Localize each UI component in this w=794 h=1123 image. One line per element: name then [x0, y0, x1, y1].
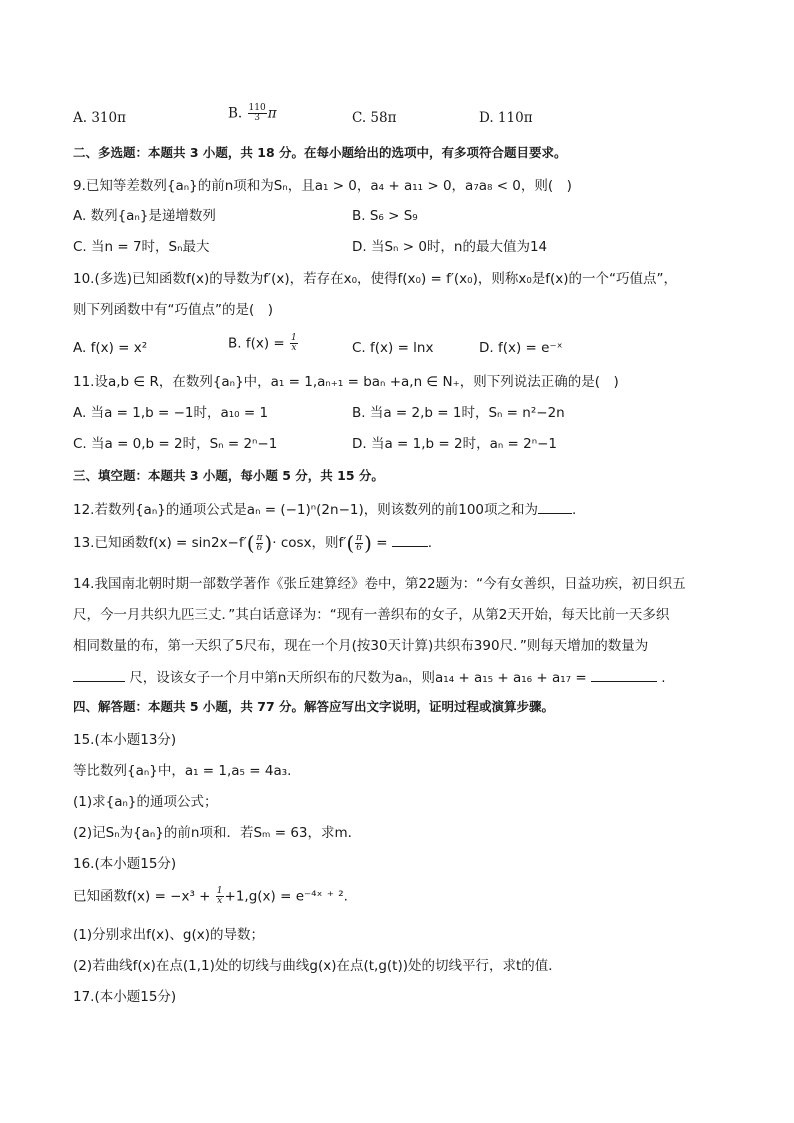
- q9-stem: 9.已知等差数列{aₙ}的前n项和为Sₙ，且a₁ > 0，a₄ + a₁₁ > 0，a₇a₈ < 0，则( ): [73, 178, 572, 194]
- q14-period: .: [661, 670, 666, 686]
- q8-option-b-label: B.: [228, 105, 243, 122]
- fraction-numerator: π: [356, 532, 363, 543]
- q16-stem-part1: 已知函数f(x) = −x³ +: [73, 888, 211, 905]
- q17-heading: 17.(本小题15分): [73, 989, 177, 1005]
- q9-option-a: A. 数列{aₙ}是递增数列: [73, 208, 216, 224]
- q13-stem-part1: 13.已知函数f(x) = sin2x−f′: [73, 535, 247, 551]
- fraction-numerator: 1: [216, 886, 223, 896]
- q16-fraction: [216, 887, 224, 906]
- q8-option-d: D. 110π: [479, 110, 533, 126]
- q14-line3: 相同数量的布，第一天织了5尺布，现在一个月(按30天计算)共织布390尺．”则每天增加的数量为: [73, 638, 649, 654]
- q11-option-a: A. 当a = 1,b = −1时，a₁₀ = 1: [73, 405, 269, 421]
- section-4-heading: 四、解答题：本题共 5 小题，共 77 分。解答应写出文字说明，证明过程或演算步骤。: [73, 699, 555, 714]
- q12-line: 12.若数列{aₙ}的通项公式是aₙ = (−1)ⁿ(2n−1)，则该数列的前100项之和为 .: [73, 499, 576, 519]
- q13-period: .: [427, 535, 433, 551]
- q11-option-c: C. 当a = 0,b = 2时，Sₙ = 2ⁿ−1: [73, 436, 278, 452]
- q14-line2: 尺，今一月共织九匹三丈．”其白话意译为：“现有一善织布的女子，从第2天开始，每天比前一天多织: [73, 607, 670, 623]
- q9-option-c: C. 当n = 7时，Sₙ最大: [73, 239, 210, 255]
- q13-fraction-1: [256, 534, 264, 553]
- q14-answer-blank-2[interactable]: [591, 667, 657, 682]
- q12-stem: 12.若数列{aₙ}的通项公式是aₙ = (−1)ⁿ(2n−1)，则该数列的前100项之和为: [73, 502, 539, 518]
- q12-answer-blank[interactable]: [538, 499, 572, 514]
- q10-option-b-label: B. f(x) =: [228, 335, 285, 352]
- q9-option-b: B. S₆ > S₉: [352, 208, 418, 224]
- q9-option-d: D. 当Sₙ > 0时，n的最大值为14: [352, 239, 548, 255]
- q16-heading: 16.(本小题15分): [73, 856, 177, 872]
- fraction-denominator: x: [291, 343, 297, 353]
- q14-line4: [73, 667, 666, 687]
- q14-line4-text: 尺，设该女子一个月中第n天所织布的尺数为aₙ，则a₁₄ + a₁₅ + a₁₆ + a₁₇ =: [129, 670, 587, 686]
- fraction-numerator: π: [256, 532, 263, 543]
- q11-option-d: D. 当a = 1,b = 2时，aₙ = 2ⁿ−1: [352, 436, 557, 452]
- q15-part1: (1)求{aₙ}的通项公式；: [73, 794, 218, 810]
- q15-part2: (2)记Sₙ为{aₙ}的前n项和．若Sₘ = 63，求m．: [73, 825, 362, 841]
- q13-stem-part2: · cosx，则f′: [272, 535, 347, 551]
- q10-option-a: A. f(x) = x²: [73, 340, 148, 356]
- q8-option-a: A. 310π: [73, 110, 126, 126]
- q8-option-b-tail: π: [267, 105, 277, 122]
- q15-heading: 15.(本小题13分): [73, 732, 177, 748]
- q16-stem-part2: +1,g(x) = e⁻⁴ˣ ⁺ ².: [224, 888, 348, 905]
- fraction-numerator: 1: [291, 333, 297, 343]
- q15-stem: 等比数列{aₙ}中，a₁ = 1,a₅ = 4a₃.: [73, 763, 292, 779]
- q10-stem-line2: 则下列函数中有“巧值点”的是( ): [73, 302, 274, 318]
- section-3-heading: 三、填空题：本题共 3 小题，每小题 5 分，共 15 分。: [73, 468, 384, 483]
- fraction-denominator: 3: [254, 113, 260, 123]
- q16-stem: [73, 887, 348, 906]
- q14-answer-blank-1[interactable]: [73, 667, 125, 682]
- q14-line1: 14.我国南北朝时期一部数学著作《张丘建算经》卷中，第22题为：“今有女善织，日益功疾，初日织五: [73, 576, 686, 592]
- q11-stem: 11.设a,b ∈ R，在数列{aₙ}中，a₁ = 1,aₙ₊₁ = baₙ +a,n ∈ N₊，则下列说法正确的是( ): [73, 374, 619, 390]
- q10-stem-line1: 10.(多选)已知函数f(x)的导数为f′(x)，若存在x₀，使得f(x₀) = f′(x₀)，则称x₀是f(x)的一个“巧值点”，: [73, 271, 678, 287]
- q16-part1: (1)分别求出f(x)、g(x)的导数；: [73, 927, 264, 943]
- q13-equals: =: [376, 535, 388, 551]
- q8-option-b: [228, 104, 277, 123]
- q10-option-c: C. f(x) = lnx: [352, 340, 434, 356]
- q11-option-b: B. 当a = 2,b = 1时，Sₙ = n²−2n: [352, 405, 565, 421]
- fraction-denominator: 6: [256, 542, 263, 553]
- section-2-heading: 二、多选题：本题共 3 小题，共 18 分。在每小题给出的选项中，有多项符合题目要求。: [73, 145, 567, 160]
- q10-option-b-fraction: [290, 334, 298, 353]
- q10-option-d: D. f(x) = e⁻ˣ: [479, 340, 563, 356]
- q13-line: 13.已知函数f(x) = sin2x−f′( $\frac{\pi}{6}$ )· cosx，则f′( $\frac{\pi}{6}$ ) = .: [73, 531, 433, 555]
- fraction-numerator: 110: [248, 103, 266, 113]
- fraction-denominator: 6: [356, 542, 362, 553]
- q13-fraction-2: [355, 534, 363, 553]
- q8-option-c: C. 58π: [352, 110, 397, 126]
- q16-part2: (2)若曲线f(x)在点(1,1)处的切线与曲线g(x)在点(t,g(t))处的切线平行，求t的值．: [73, 958, 562, 974]
- q8-option-b-fraction: [248, 104, 267, 123]
- fraction-denominator: x: [217, 896, 223, 906]
- q13-answer-blank[interactable]: [392, 532, 428, 547]
- q10-option-b: [228, 334, 299, 353]
